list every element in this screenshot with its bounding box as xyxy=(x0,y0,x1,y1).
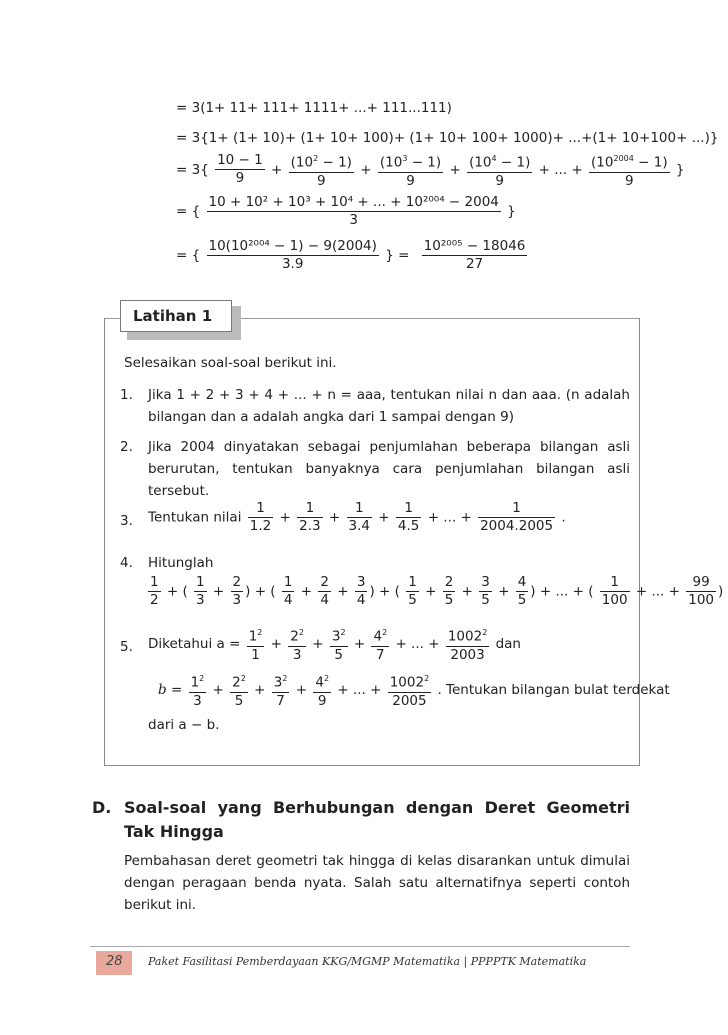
line4-prefix: = { xyxy=(176,203,201,220)
line4-suffix: } xyxy=(507,203,516,220)
derivation-line-5 xyxy=(176,238,529,273)
section-body: Pembahasan deret geometri tak hingga di kelas disarankan untuk dimulai dengan peragaan benda nyata. Salah satu alternatifnya seperti contoh berikut ini. xyxy=(124,853,630,913)
q4-expression: $\frac{1}{2}$ + ( $\frac{1}{3}$ + $\frac{2}{3}$ ) + ( $\frac{1}{4}$ + $\frac{2}{4}$ + $\frac{3}{4}$ ) + ( $\frac{1}{5}$ + $\frac{2}{5}$ + $\frac{3}{5}$ + $\frac{4}{5}$ ) + ... + ( $\frac{1}{100}$ + ... + $\frac{99}{100}$ ) xyxy=(150,574,724,608)
derivation-line-3: = 3{ $\frac{10 - 1}{9}$ + $\frac{(10^2 - 1)}{9}$ + $\frac{(10^3 - 1)}{9}$ + $\frac{(10^4 - 1)}{9}$ + ... + $\frac{(10^{2004} - 1)}{9}$ } xyxy=(176,150,684,190)
q3-label: Tentukan nilai xyxy=(148,509,242,526)
exercise-title: Latihan 1 xyxy=(133,307,213,325)
line4-numerator: 10 + 10² + 10³ + 10⁴ + ... + 10²⁰⁰⁴ − 2004 xyxy=(208,194,499,210)
line5-result-denominator: 27 xyxy=(465,256,484,272)
derivation-line-4 xyxy=(176,194,516,229)
q5-b-expression: b = $\frac{1^2}{3}$ + $\frac{2^2}{5}$ + $\frac{3^2}{7}$ + $\frac{4^2}{9}$ + ... + $\frac{1002^2}{2005}$ . Tentukan bilangan bulat terdekat xyxy=(158,670,670,710)
q5-a-expression: Diketahui a = $\frac{1^2}{1}$ + $\frac{2^2}{3}$ + $\frac{3^2}{5}$ + $\frac{4^2}{7}$ + ... + $\frac{1002^2}{2003}$ dan xyxy=(148,624,521,664)
line5-prefix: = { xyxy=(176,247,201,264)
footer-text: Paket Fasilitasi Pemberdayaan KKG/MGMP Matematika | PPPPTK Matematika xyxy=(148,955,587,968)
q5-dan: dan xyxy=(495,635,521,652)
line5-result-numerator: 10²⁰⁰⁵ − 18046 xyxy=(423,238,526,254)
q1-text: Jika 1 + 2 + 3 + 4 + ... + n = aaa, tentukan nilai n dan aaa. (n adalah bilangan dan a adalah angka dari 1 sampai dengan 9) xyxy=(148,387,630,425)
line5-mid: } = xyxy=(385,247,410,264)
line5-numerator: 10(10²⁰⁰⁴ − 1) − 9(2004) xyxy=(208,238,377,254)
q2-text: Jika 2004 dinyatakan sebagai penjumlahan beberapa bilangan asli berurutan, tentukan banyaknya cara penjumlahan bilangan asli tersebut. xyxy=(148,439,630,499)
exercise-intro: Selesaikan soal-soal berikut ini. xyxy=(124,355,337,371)
line4-denominator: 3 xyxy=(349,212,358,228)
footer-rule xyxy=(90,946,630,947)
q5-tail: . Tentukan bilangan bulat terdekat xyxy=(437,681,670,698)
line5-denominator: 3.9 xyxy=(281,256,304,272)
section-letter: D. xyxy=(92,798,112,817)
derivation-line-1: = 3(1+ 11+ 111+ 1111+ ...+ 111...111) xyxy=(176,100,452,116)
line3-suffix: } xyxy=(675,161,685,178)
q3-number: 3. xyxy=(120,513,133,529)
derivation-line-2: = 3{1+ (1+ 10)+ (1+ 10+ 100)+ (1+ 10+ 100+ 1000)+ ...+(1+ 10+100+ ...)} xyxy=(176,130,719,146)
section-title: Soal-soal yang Berhubungan dengan Deret Geometri Tak Hingga xyxy=(124,798,630,841)
q5-end: dari a − b. xyxy=(148,717,220,733)
q1-number: 1. xyxy=(120,387,133,403)
q5-label: Diketahui a = xyxy=(148,635,241,652)
q4-label: Hitunglah xyxy=(148,555,214,571)
line3-prefix: = 3{ xyxy=(176,161,209,178)
q2-number: 2. xyxy=(120,439,133,455)
page-number: 28 xyxy=(106,954,123,969)
q3-expression: Tentukan nilai $\frac{1}{1.2}$ + $\frac{1}{2.3}$ + $\frac{1}{3.4}$ + $\frac{1}{4.5}$ + ... + $\frac{1}{2004.2005}$ . xyxy=(148,500,566,534)
q5-number: 5. xyxy=(120,639,133,655)
exercise-tab xyxy=(120,300,232,332)
q4-number: 4. xyxy=(120,555,133,571)
